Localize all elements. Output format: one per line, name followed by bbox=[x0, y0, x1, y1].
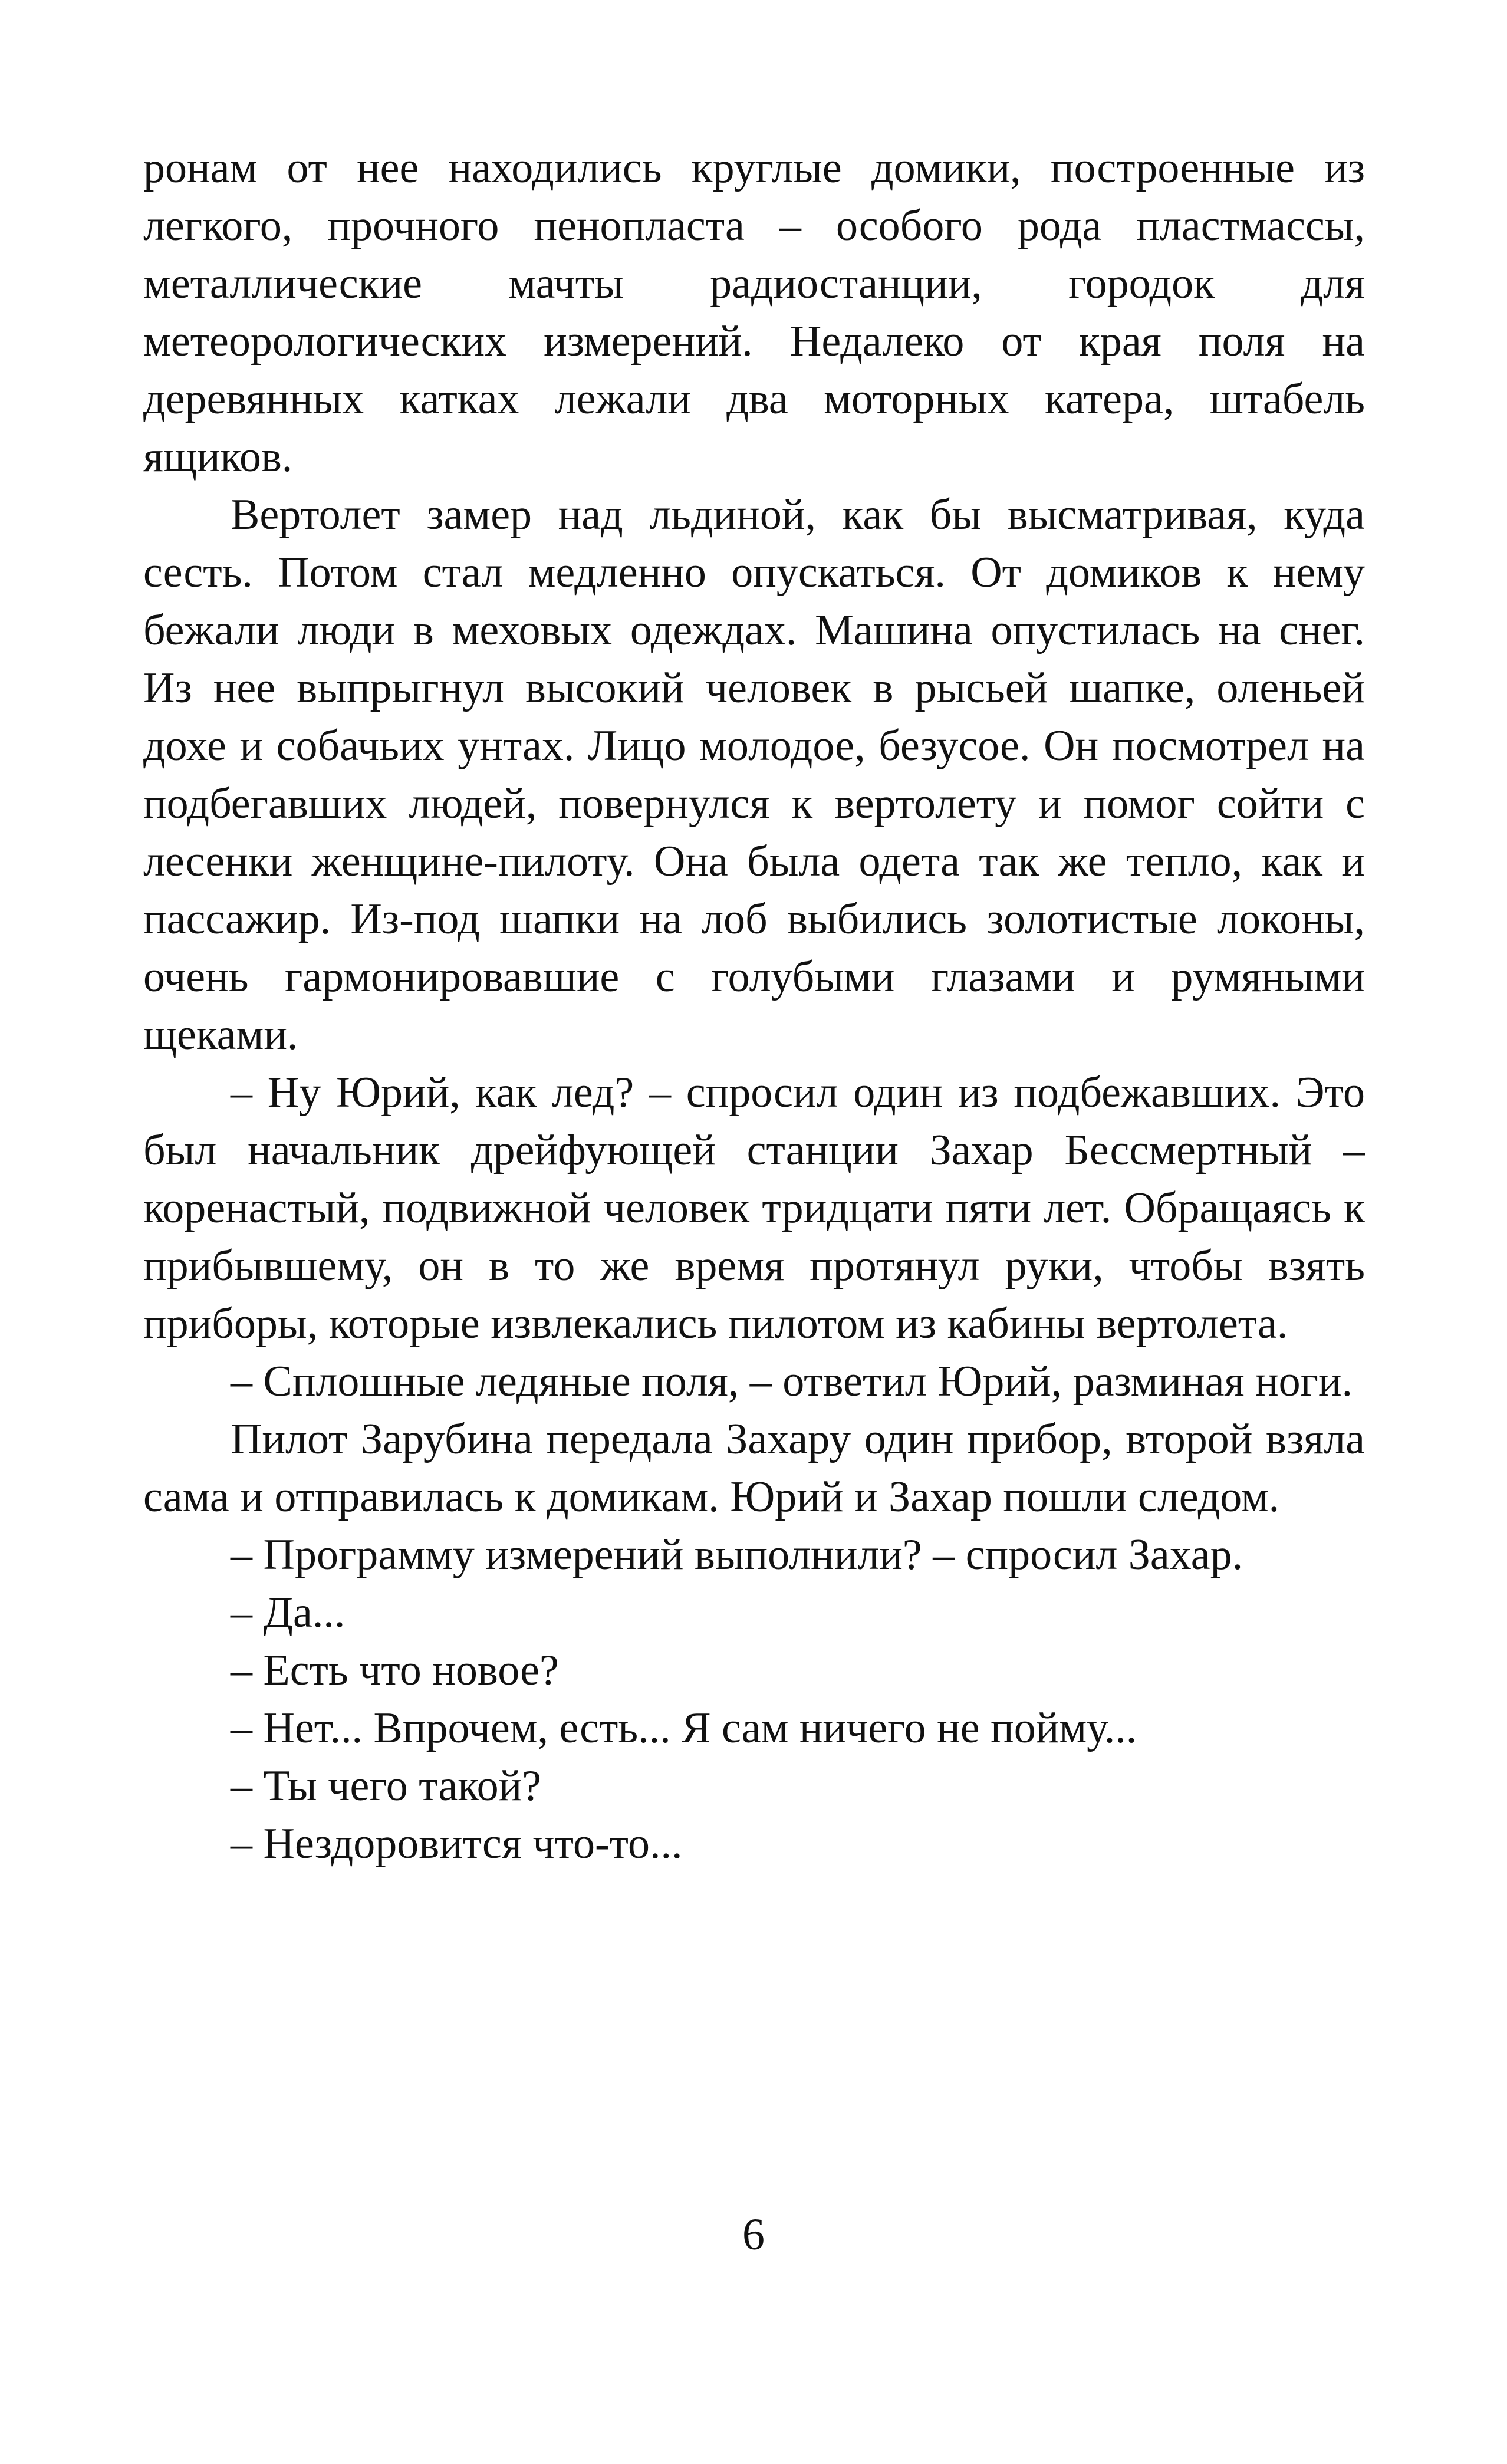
paragraph-5: Пилот Зарубина передала Захару один прибор, второй взяла сама и отправилась к домикам. Юрий и Захар пошли следом. bbox=[143, 1415, 1365, 1521]
paragraph-11: – Нездоровится что-то... bbox=[231, 1820, 683, 1868]
paragraph-4: – Сплошные ледяные поля, – ответил Юрий, разминая ноги. bbox=[231, 1357, 1353, 1406]
paragraph-7: – Да... bbox=[231, 1588, 346, 1637]
paragraph-1: ронам от нее находились круглые домики, построенные из легкого, прочного пенопласта – особого рода пластмассы, металлические мачты радиостанции, городок для метеорологических измерений. Недалеко от края поля на деревянных катках лежали два моторных катера, штабель ящиков. bbox=[143, 144, 1365, 481]
paragraph-8: – Есть что новое? bbox=[231, 1646, 559, 1695]
paragraph-2: Вертолет замер над льдиной, как бы высматривая, куда сесть. Потом стал медленно опускаться. От домиков к нему бежали люди в меховых одеждах. Машина опустилась на снег. Из нее выпрыгнул высокий человек в рысьей шапке, оленьей дохе и собачьих унтах. Лицо молодое, безусое. Он посмотрел на подбегавших людей, повернулся к вертолету и помог сойти с лесенки женщине-пилоту. Она была одета так же тепло, как и пассажир. Из-под шапки на лоб выбились золотистые локоны, очень гармонировавшие с голубыми глазами и румяными щеками. bbox=[143, 491, 1365, 1059]
body-text bbox=[143, 139, 1365, 1873]
paragraph-3: – Ну Юрий, как лед? – спросил один из подбежавших. Это был начальник дрейфующей станции Захар Бессмертный – коренастый, подвижной человек тридцати пяти лет. Обращаясь к прибывшему, он в то же время протянул руки, чтобы взять приборы, которые извлекались пилотом из кабины вертолета. bbox=[143, 1068, 1365, 1348]
paragraph-6: – Программу измерений выполнили? – спросил Захар. bbox=[231, 1531, 1243, 1579]
page-number: 6 bbox=[742, 2210, 765, 2259]
paragraph-10: – Ты чего такой? bbox=[231, 1762, 542, 1810]
paragraph-9: – Нет... Впрочем, есть... Я сам ничего не пойму... bbox=[231, 1704, 1137, 1752]
